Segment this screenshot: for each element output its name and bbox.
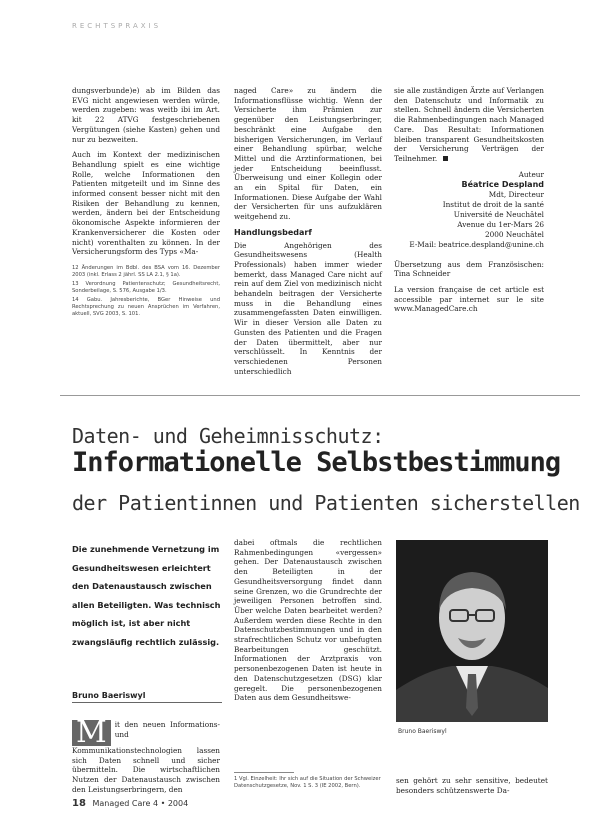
article-subhead: der Patientinnen und Patienten sicherstellen (72, 491, 580, 515)
author-block (394, 170, 544, 250)
author-line: Institut de droit de la santé (442, 199, 544, 209)
article-body-start: M it den neuen Informations- und Kommunikationstechnologien lassen sich Daten schnell und sicher übermitteln. Die wirtschaftlichen Nutzen der Datenaustausch zwischen den Leistungserbringern, den (72, 715, 220, 794)
author-photo (396, 540, 548, 722)
article-body-end: sen gehört zu sehr sensitive, bedeutet besonders schützenswerte Da- (396, 776, 548, 795)
footnote-13: 13 Verordnung Patientenschutz; Gesundheitsrecht, Sonderbeilage, S. 576, Ausgabe 1/3. (72, 280, 220, 294)
column-3 (394, 86, 544, 320)
author-email[interactable]: E-Mail: beatrice.despland@unine.ch (409, 239, 544, 249)
column-2 (234, 86, 382, 382)
col1-paragraph-1: dungsverbunde)e) ab im Bilden das EVG nicht angewiesen werden würde, werden zugeben: was weitb ibi im Art. kit 22 ATVG festgeschriebenen Vergütungen (siehe Kasten) gehen und nur zu bezweiten. (72, 86, 220, 144)
article-kicker: Daten- und Geheimnisschutz: (72, 424, 384, 448)
article-body-middle: dabei oftmals die rechtlichen Rahmenbedingungen «vergessen» gehen. Der Datenaustausch zwischen den Beteiligten in der Gesundheitsversorgung findet dann seine Grenzen, wo die Grundrechte der jeweiligen Personen betroffen sind. Über welche Daten bearbeitet werden? Außerdem werden diese Rechte in den Datenschutzbestimmungen und in den strafrechtlichen Schutz vor unbefugten Bearbeitungen geschützt. Informationen der Arztpraxis von personenbezogenen Daten ist heute in den Datenschutzgesetzen (DSG) klar geregelt. Die personenbezogenen Daten aus dem Gesundheitswe- (234, 538, 382, 703)
author-line: Mdt, Directeur (488, 189, 544, 199)
col2-paragraph-2: Die Angehörigen des Gesundheitswesens (Health Professionals) haben immer wieder bemerkt, dass Managed Care nicht auf rein auf dem Ziel von medizinisch nicht behandeln beitragen der Versicherte muss in die Behandlung eines zusammengefassten Daten einwilligen. Wir in dieser Version alle Daten zu Gunsten des Patienten und die Fragen der Daten übermittelt, aber nur verschlüsselt. In Kenntnis der verschiedenen Personen unterschiedlich (234, 240, 382, 376)
end-mark-icon (443, 156, 448, 161)
author-line: Université de Neuchâtel (453, 209, 544, 219)
author-line: Avenue du 1er-Mars 26 (457, 219, 544, 229)
footnote-12: 12 Änderungen im Bdbl. des BSA vom 16. Dezember 2003 (inkl. Erlass 2 jährl. SS LA 2.1, § 1a). (72, 264, 220, 278)
footnote-14: 14 Gabu. Jahresberichte, BGer Hinweise und Rechtsprechung zu neuen Ansprüchen im Verfahren, aktuell, SVG 2003, S. 101. (72, 296, 220, 317)
translation-note: Übersetzung aus dem Französischen: Tina Schneider (394, 259, 544, 279)
footnote-rule (234, 772, 294, 773)
page-footer (72, 798, 188, 809)
article-byline: Bruno Baeriswyl (72, 691, 146, 700)
author-label: Auteur (518, 169, 544, 179)
photo-caption: Bruno Baeriswyl (398, 728, 447, 735)
col1-footnotes (72, 265, 220, 318)
handlungsbedarf-heading: Handlungsbedarf (234, 227, 312, 237)
french-version-note: La version française de cet article est accessible par internet sur le site www.ManagedCare.ch (394, 285, 544, 314)
article-headline: Informationelle Selbstbestimmung (72, 447, 561, 478)
journal-name: Managed Care (92, 799, 151, 808)
dropcap: M (72, 720, 111, 746)
col3-paragraph-1: sie alle zuständigen Ärzte auf Verlangen den Datenschutz und Informatik zu stellen. Schnell ändern die Versicherten die Rahmenbedingungen nach Managed Care. Das Resultat: Informationen bleiben transparent Gesundheitskosten der Versicherung Verträgen der Teilnehmer. (394, 86, 544, 163)
portrait-image (396, 540, 548, 722)
section-label: RECHTSPRAXIS (72, 22, 162, 30)
author-line: 2000 Neuchâtel (484, 229, 544, 239)
section-divider (60, 395, 580, 396)
author-name: Béatrice Despland (461, 179, 544, 189)
article-footnote: 1 Vgl. Einzelheit: Ihr sich auf die Situation der Schweizer Datenschutzgesetze, Nov. 1 S. 3 (IE 2002, Bern). (234, 776, 381, 789)
article-lead: Die zunehmende Vernetzung im Gesundheitswesen erleichtert den Datenaustausch zwischen allen Beteiligten. Was technisch möglich ist, ist aber nicht zwangsläufig rechtlich zulässig. (72, 544, 221, 647)
issue-number: 4 • 2004 (152, 799, 189, 808)
column-1 (72, 86, 220, 320)
col1-paragraph-2: Auch im Kontext der medizinischen Behandlung spielt es eine wichtige Rolle, welche Informationen den Patienten mitgeteilt und im Sinne des informed consent besser nicht mit den Risiken der Behandlung zu kennen, werden, ändern bei der Entscheidung ökonomische Aspekte informieren der Krankenversicherer die Kosten oder nicht) vorenthalten zu können. In der Versicherungsform des Typs «Ma- (72, 150, 220, 257)
col2-paragraph-1: naged Care» zu ändern die Informationsflüsse wichtig. Wenn der Versicherte ihm Prämien zur gegenüber den Leistungserbringer, beschränkt eine Aufgabe den bisherigen Versicherungen, im Verlauf einer Behandlung spürbar, welche Mittel und die Arztinformationen, bei jeder Entscheidung beeinflusst. Überweisung und einer Kollegin oder an ein Spital für Daten, ein Informationen. Diese Aufgabe der Wahl der Versicherten für uns aufzuklären weitgehend zu. (234, 86, 382, 222)
byline-rule (72, 702, 222, 703)
page-number: 18 (72, 798, 86, 809)
